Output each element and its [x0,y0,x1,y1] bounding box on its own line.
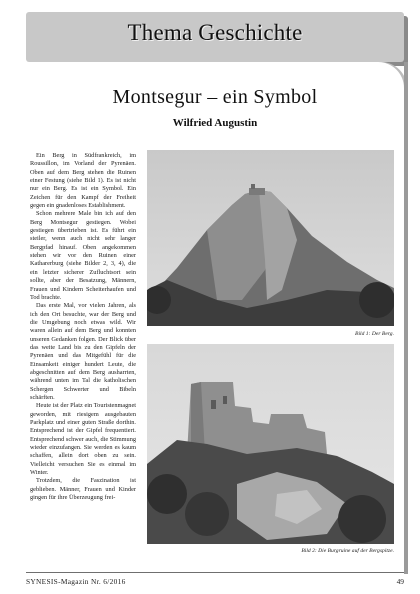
footer-magazine-name: SYNESIS-Magazin Nr. 6/2016 [26,577,126,586]
panel-side-bar [404,62,408,574]
paragraph: Schon mehrere Male bin ich auf den Berg Montsegur gestiegen. Wobei gestiegen übertrieben ist. Es führt ein steiler, wenn auch nicht sehr langer Bergpfad hinauf. Oben angekommen stehen wir vor den Ruinen einer Katharerburg (siehe Bilder 2, 3, 4), die ein letzter sicherer Zufluchtsort sein sollte, aber der Besatzung, Männern, Frauen und Kindern Scheiterhaufen und Tod brachte. [30,210,136,301]
section-title: Thema Geschichte [127,20,303,45]
paragraph: Das erste Mal, vor vielen Jahren, als ich den Ort besuchte, war der Berg und die Umgebung noch etwas wild. Wir waren allein auf dem Berg und konnten unseren Gedanken folgen. Der Blick über das weite Land bis zu den Gipfeln der Pyrenäen und das Mitgefühl für die Einsamkeit einiger hundert Leute, die abgeschnitten auf dem Berg ausharrten, während unten im Tal die katholischen Schergen Schwerter und Bibeln schärften. [30,302,136,401]
photo-castle-ruin [147,344,394,544]
paragraph: Ein Berg in Südfrankreich, im Roussillon, im Vorland der Pyrenäen. Oben auf dem Berg stehen die Ruinen einer Festung (siehe Bild 1). Es ist nicht nur ein Berg. Es ist ein Symbol. Ein Zeichen für den Kampf der Freiheit gegen ein gnadenloses Establishment. [30,152,136,210]
page-number: 49 [396,577,404,586]
paragraph: Trotzdem, die Faszination ist geblieben. Männer, Frauen und Kinder gingen für ihre Überzeugung frei- [30,477,136,502]
article-title: Montsegur – ein Symbol [112,86,318,108]
footer-rule [26,572,404,573]
figure-caption: Bild 1: Der Berg. [355,331,394,337]
paragraph: Heute ist der Platz ein Touristenmagnet geworden, mit riesigem ausgebauten Parkplatz und einer guten Straße dorthin. Entsprechend ist der Gipfel frequentiert. Entsprechend schwer auch, die Stimmung wieder einzufangen. Sie werden es kaum schaffen, allein dort oben zu sein. Vielleicht versuchen Sie es einmal im Winter. [30,402,136,477]
photo-mountain [147,150,394,326]
article-author: Wilfried Augustin [172,117,258,129]
figure-caption: Bild 2: Die Burgruine auf der Bergspitze. [301,548,394,554]
article-text-column [30,152,136,562]
